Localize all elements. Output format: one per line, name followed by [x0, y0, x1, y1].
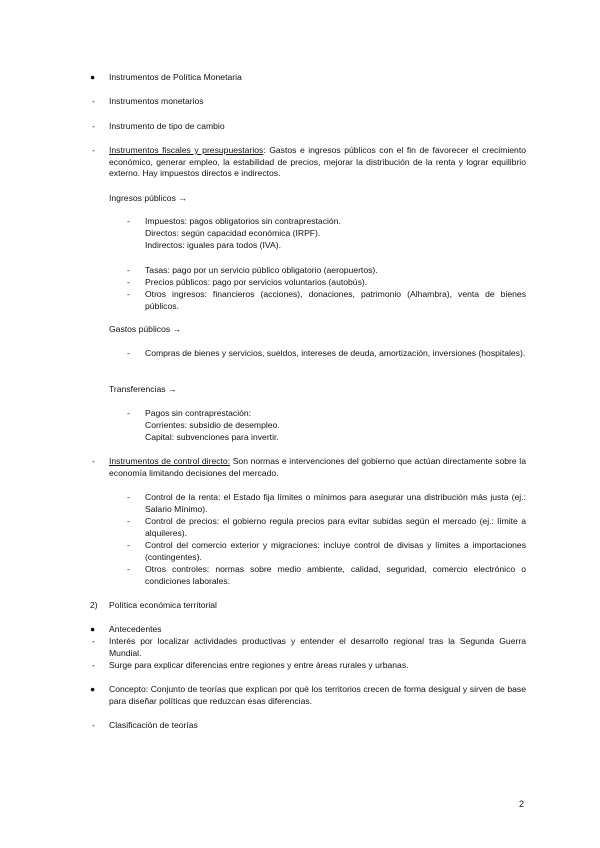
dash-marker: - — [127, 348, 130, 358]
paragraph-control — [109, 456, 526, 479]
paragraph-fiscales — [109, 145, 526, 180]
antecedentes-surge: Surge para explicar diferencias entre regiones y entre áreas rurales y urbanas. — [109, 660, 409, 670]
ingresos-tasas: Tasas: pago por un servicio público obligatorio (aeropuertos). — [145, 265, 378, 275]
section-number: 2) — [90, 600, 98, 610]
ingresos-otros: Otros ingresos: financieros (acciones), donaciones, patrimonio (Alhambra), venta de bienes públicos. — [145, 289, 526, 311]
control-title: Instrumentos de control directo: — [109, 456, 231, 466]
clasificacion-heading: Clasificación de teorías — [109, 720, 198, 730]
dash-marker: - — [92, 456, 95, 466]
bullet-marker: ● — [90, 624, 96, 634]
dash-marker: - — [92, 636, 95, 646]
control-renta: Control de la renta: el Estado fija límites o mínimos para asegurar una distribución más justa (ej.: Salario Mínimo). — [145, 492, 526, 514]
dash-marker: - — [92, 720, 95, 730]
section-title: Política económica territorial — [109, 600, 217, 610]
dash-marker: - — [92, 96, 95, 106]
control-comercio: Control del comercio exterior y migraciones: incluye control de divisas y límites a importaciones (contingentes). — [145, 540, 526, 562]
transferencias-pagos: Pagos sin contraprestación: — [145, 408, 252, 418]
dash-marker: - — [127, 277, 130, 287]
dash-marker: - — [92, 660, 95, 670]
gastos-heading: Gastos públicos → — [109, 324, 182, 334]
page-number: 2 — [519, 799, 525, 809]
dash-marker: - — [127, 265, 130, 275]
transferencias-heading: Transferencias → — [109, 384, 177, 394]
fiscales-body: : Gastos e ingresos públicos con el fin de favorecer el crecimiento económico, generar empleo, la estabilidad de precios, mejorar la distribución de la renta y lograr equilibrio externo. Hay impuestos directos e indirectos. — [109, 145, 526, 178]
dash-marker: - — [127, 516, 130, 526]
ingresos-impuestos: Impuestos: pagos obligatorios sin contraprestación. — [145, 216, 341, 226]
control-precios: Control de precios: el gobierno regula precios para evitar subidas según el mercado (ej.: límite a alquileres). — [145, 516, 526, 538]
item-instrumentos-monetarios: Instrumentos monetarios — [109, 96, 204, 106]
dash-marker: - — [127, 216, 130, 226]
dash-marker: - — [127, 289, 130, 299]
ingresos-heading: Ingresos públicos → — [109, 193, 187, 203]
ingresos-precios: Precios públicos: pago por servicios voluntarios (autobús). — [145, 277, 368, 287]
antecedentes-interes: Interés por localizar actividades productivas y entender el desarrollo regional tras la Segunda Guerra Mundial. — [109, 636, 526, 658]
gastos-compras: Compras de bienes y servicios, sueldos, intereses de deuda, amortización, inversiones (hospitales). — [145, 348, 526, 358]
dash-marker: - — [127, 408, 130, 418]
bullet-marker: ● — [90, 684, 96, 694]
transferencias-corrientes: Corrientes: subsidio de desempleo. — [145, 420, 280, 430]
control-otros: Otros controles: normas sobre medio ambiente, calidad, seguridad, comercio electrónico o condiciones laborales. — [145, 564, 526, 586]
transferencias-capital: Capital: subvenciones para invertir. — [145, 432, 279, 442]
dash-marker: - — [92, 145, 95, 155]
bullet-marker: ● — [90, 72, 96, 82]
ingresos-directos: Directos: según capacidad económica (IRPF). — [145, 228, 321, 238]
control-body: Son normas e intervenciones del gobierno que actúan directamente sobre la economía limitando decisiones del mercado. — [109, 456, 526, 478]
dash-marker: - — [127, 540, 130, 550]
item-tipo-de-cambio: Instrumento de tipo de cambio — [109, 121, 225, 131]
fiscales-title: Instrumentos fiscales y presupuestarios — [109, 145, 264, 155]
dash-marker: - — [127, 564, 130, 574]
dash-marker: - — [92, 121, 95, 131]
concepto-paragraph: Concepto: Conjunto de teorías que explican por qué los territorios crecen de forma desigual y sirven de base para diseñar políticas que reduzcan esas diferencias. — [109, 684, 526, 706]
heading-politica-monetaria: Instrumentos de Política Monetaria — [109, 72, 242, 82]
antecedentes-heading: Antecedentes — [109, 624, 162, 634]
ingresos-indirectos: Indirectos: iguales para todos (IVA). — [145, 240, 281, 250]
dash-marker: - — [127, 492, 130, 502]
